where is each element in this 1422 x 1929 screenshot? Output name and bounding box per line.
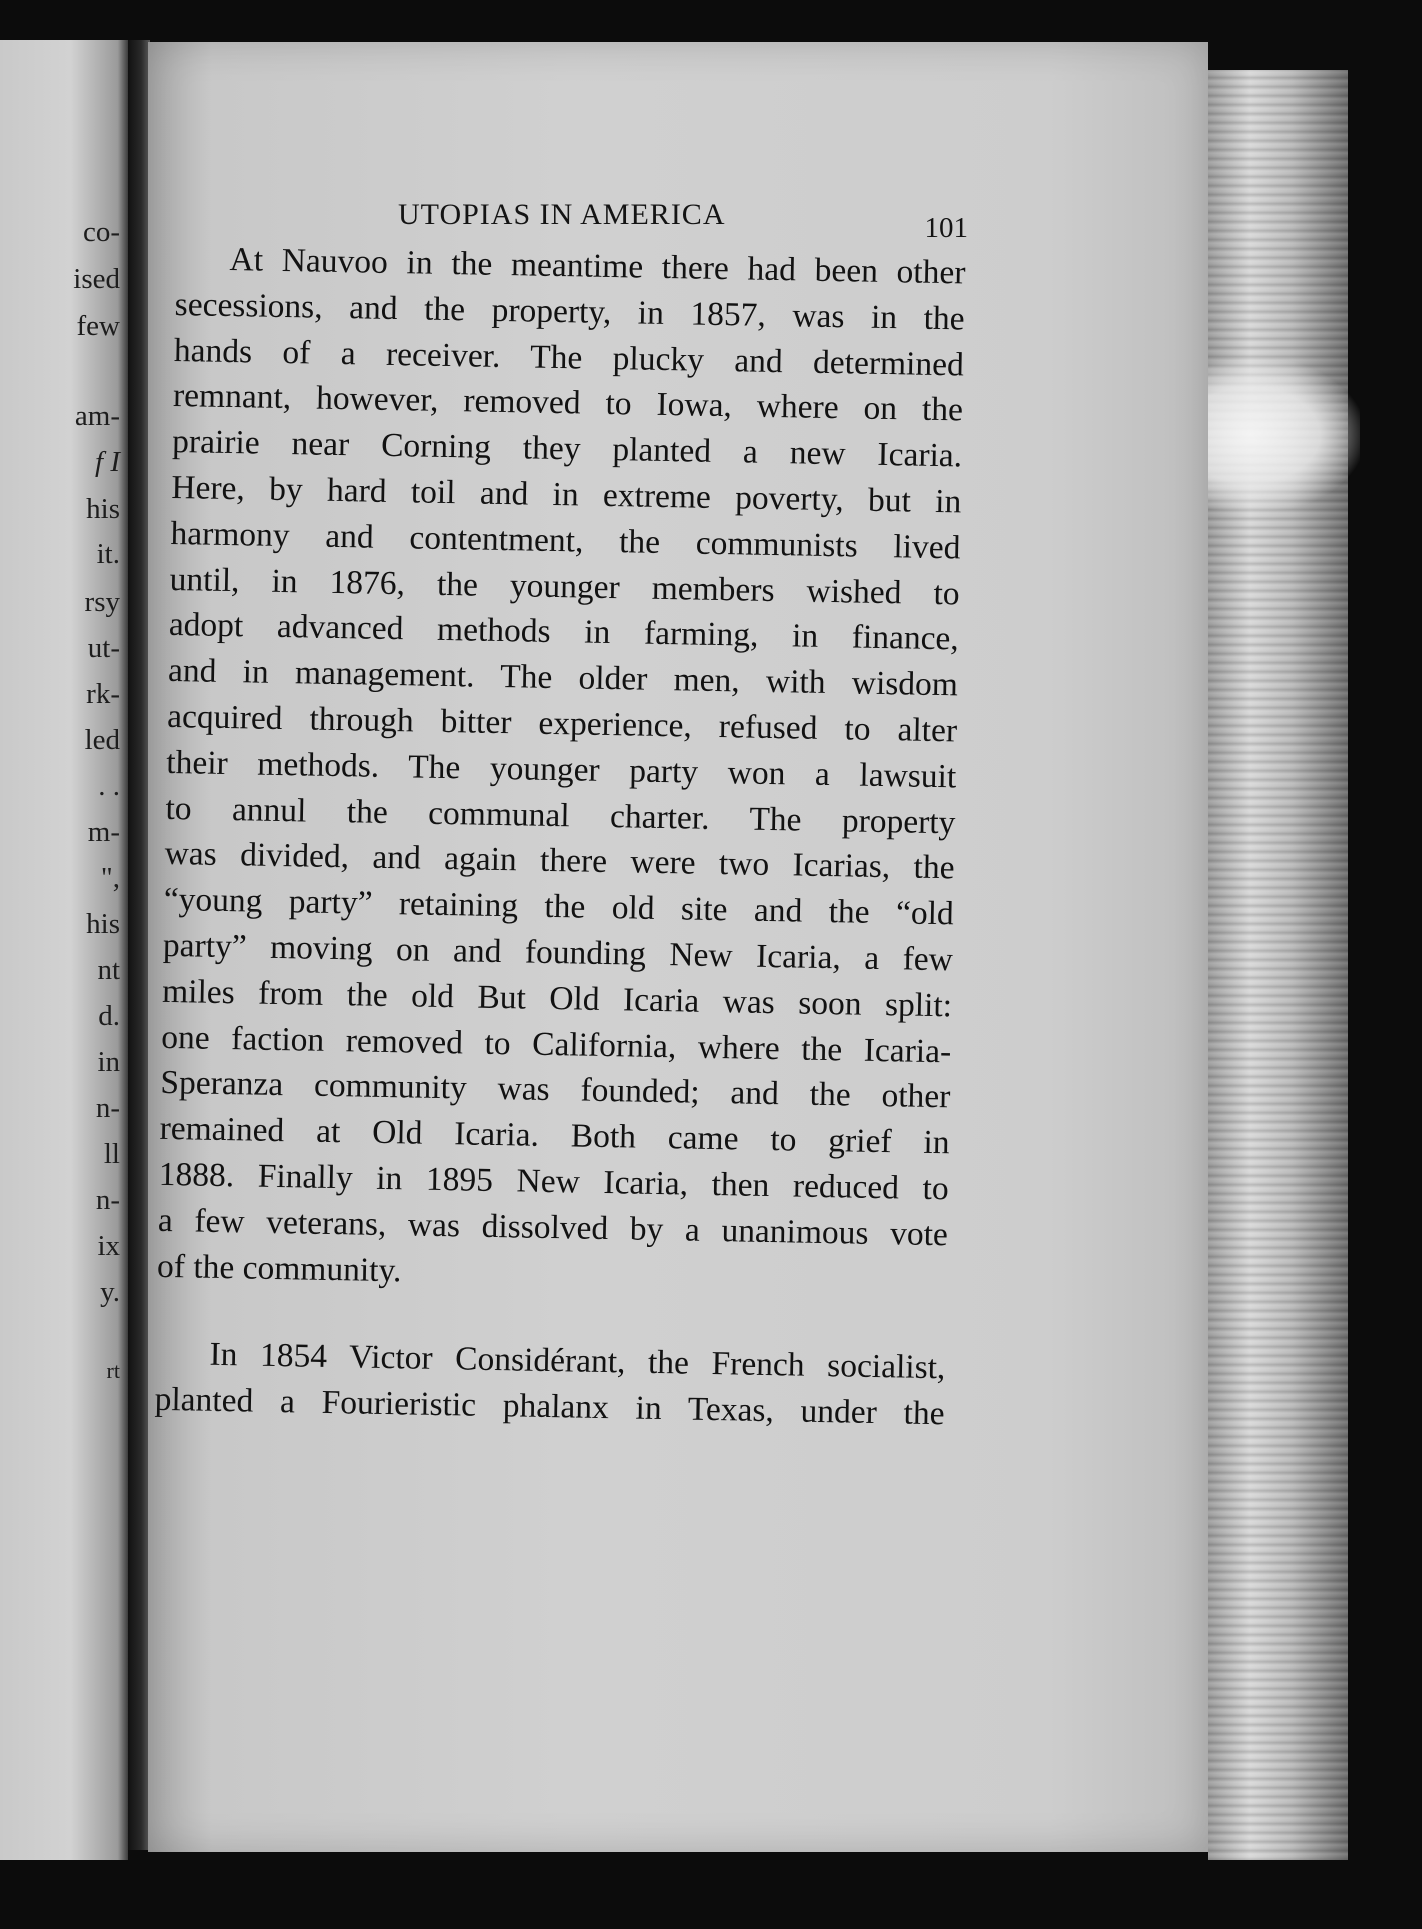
text-line: party” moving on and founding New Icaria, a few [162, 926, 954, 979]
text-line: a few veterans, was dissolved by a unanimous vote [157, 1201, 949, 1254]
text-line: until, in 1876, the younger members wished to [169, 560, 960, 612]
text-line: At Nauvoo in the meantime there had been other [229, 240, 966, 292]
facing-page-fragment: n- [95, 1184, 120, 1216]
facing-page-fragment: ut- [87, 632, 120, 664]
page-header [248, 190, 968, 244]
paragraph [154, 1331, 946, 1437]
text-line: hands of a receiver. The plucky and determined [173, 331, 965, 384]
facing-page-fragment: ll [103, 1138, 120, 1170]
facing-page-fragment: his [86, 493, 120, 525]
facing-page [0, 40, 128, 1860]
facing-page-fragment: few [76, 310, 120, 342]
text-line: of the community. [156, 1247, 402, 1289]
facing-page-fragment: his [86, 908, 120, 940]
facing-page-fragment: in [97, 1046, 120, 1078]
facing-page-fragment: rsy [84, 586, 120, 618]
facing-page-fragment: co- [82, 216, 120, 248]
text-line: and in management. The older men, with wisdom [167, 652, 959, 704]
facing-page-fragment: ix [97, 1230, 120, 1262]
text-line: 1888. Finally in 1895 New Icaria, then reduced to [158, 1155, 950, 1208]
text-line: acquired through bitter experience, refused to alter [166, 697, 958, 750]
text-line: secessions, and the property, in 1857, was in the [174, 285, 965, 338]
body-text [154, 236, 966, 1437]
text-line: adopt advanced methods in farming, in finance, [168, 606, 960, 658]
page-number: 101 [924, 212, 968, 244]
facing-page-fragment: ised [73, 263, 120, 295]
text-line: prairie near Corning they planted a new Icaria. [171, 423, 963, 475]
text-line: Here, by hard toil and in extreme poverty, but in [171, 468, 962, 521]
facing-page-fragment: n- [95, 1092, 120, 1124]
facing-page-fragment: y. [100, 1276, 120, 1308]
facing-page-fragment: m- [87, 816, 120, 848]
text-line: “young party” retaining the old site and the “old [163, 881, 955, 933]
facing-page-fragment: nt [97, 954, 120, 986]
text-line: remnant, however, removed to Iowa, where on the [172, 377, 964, 429]
text-line: to annul the communal charter. The property [165, 789, 956, 841]
text-line: In 1854 Victor Considérant, the French socialist, [209, 1336, 946, 1387]
text-line: their methods. The younger party won a lawsuit [166, 743, 957, 796]
text-line: planted a Fourieristic phalanx in Texas, under the [154, 1380, 945, 1433]
text-line: miles from the old But Old Icaria was soon split: [161, 972, 953, 1025]
text-line: harmony and contentment, the communists lived [170, 514, 961, 567]
text-line: remained at Old Icaria. Both came to grief in [159, 1109, 950, 1162]
facing-page-fragment: rt [106, 1358, 120, 1383]
paragraph [157, 236, 966, 1304]
facing-page-fragment: led [84, 724, 120, 756]
facing-page-fragment: rk- [86, 678, 120, 710]
text-line: Speranza community was founded; and the other [160, 1064, 951, 1116]
running-head: UTOPIAS IN AMERICA [398, 198, 726, 231]
facing-page-fragment: am- [74, 400, 120, 432]
facing-page-fragment: it. [96, 538, 120, 570]
facing-page-fragment: d. [98, 1000, 120, 1032]
text-line: one faction removed to California, where the Icaria- [160, 1018, 952, 1070]
facing-page-fragment: . . [98, 770, 120, 802]
book-gutter [128, 40, 150, 1850]
facing-page-fragment: f I [95, 446, 120, 478]
text-line: was divided, and again there were two Icarias, the [164, 835, 955, 887]
facing-page-fragment: ", [100, 862, 120, 894]
page-edges [1208, 70, 1348, 1860]
